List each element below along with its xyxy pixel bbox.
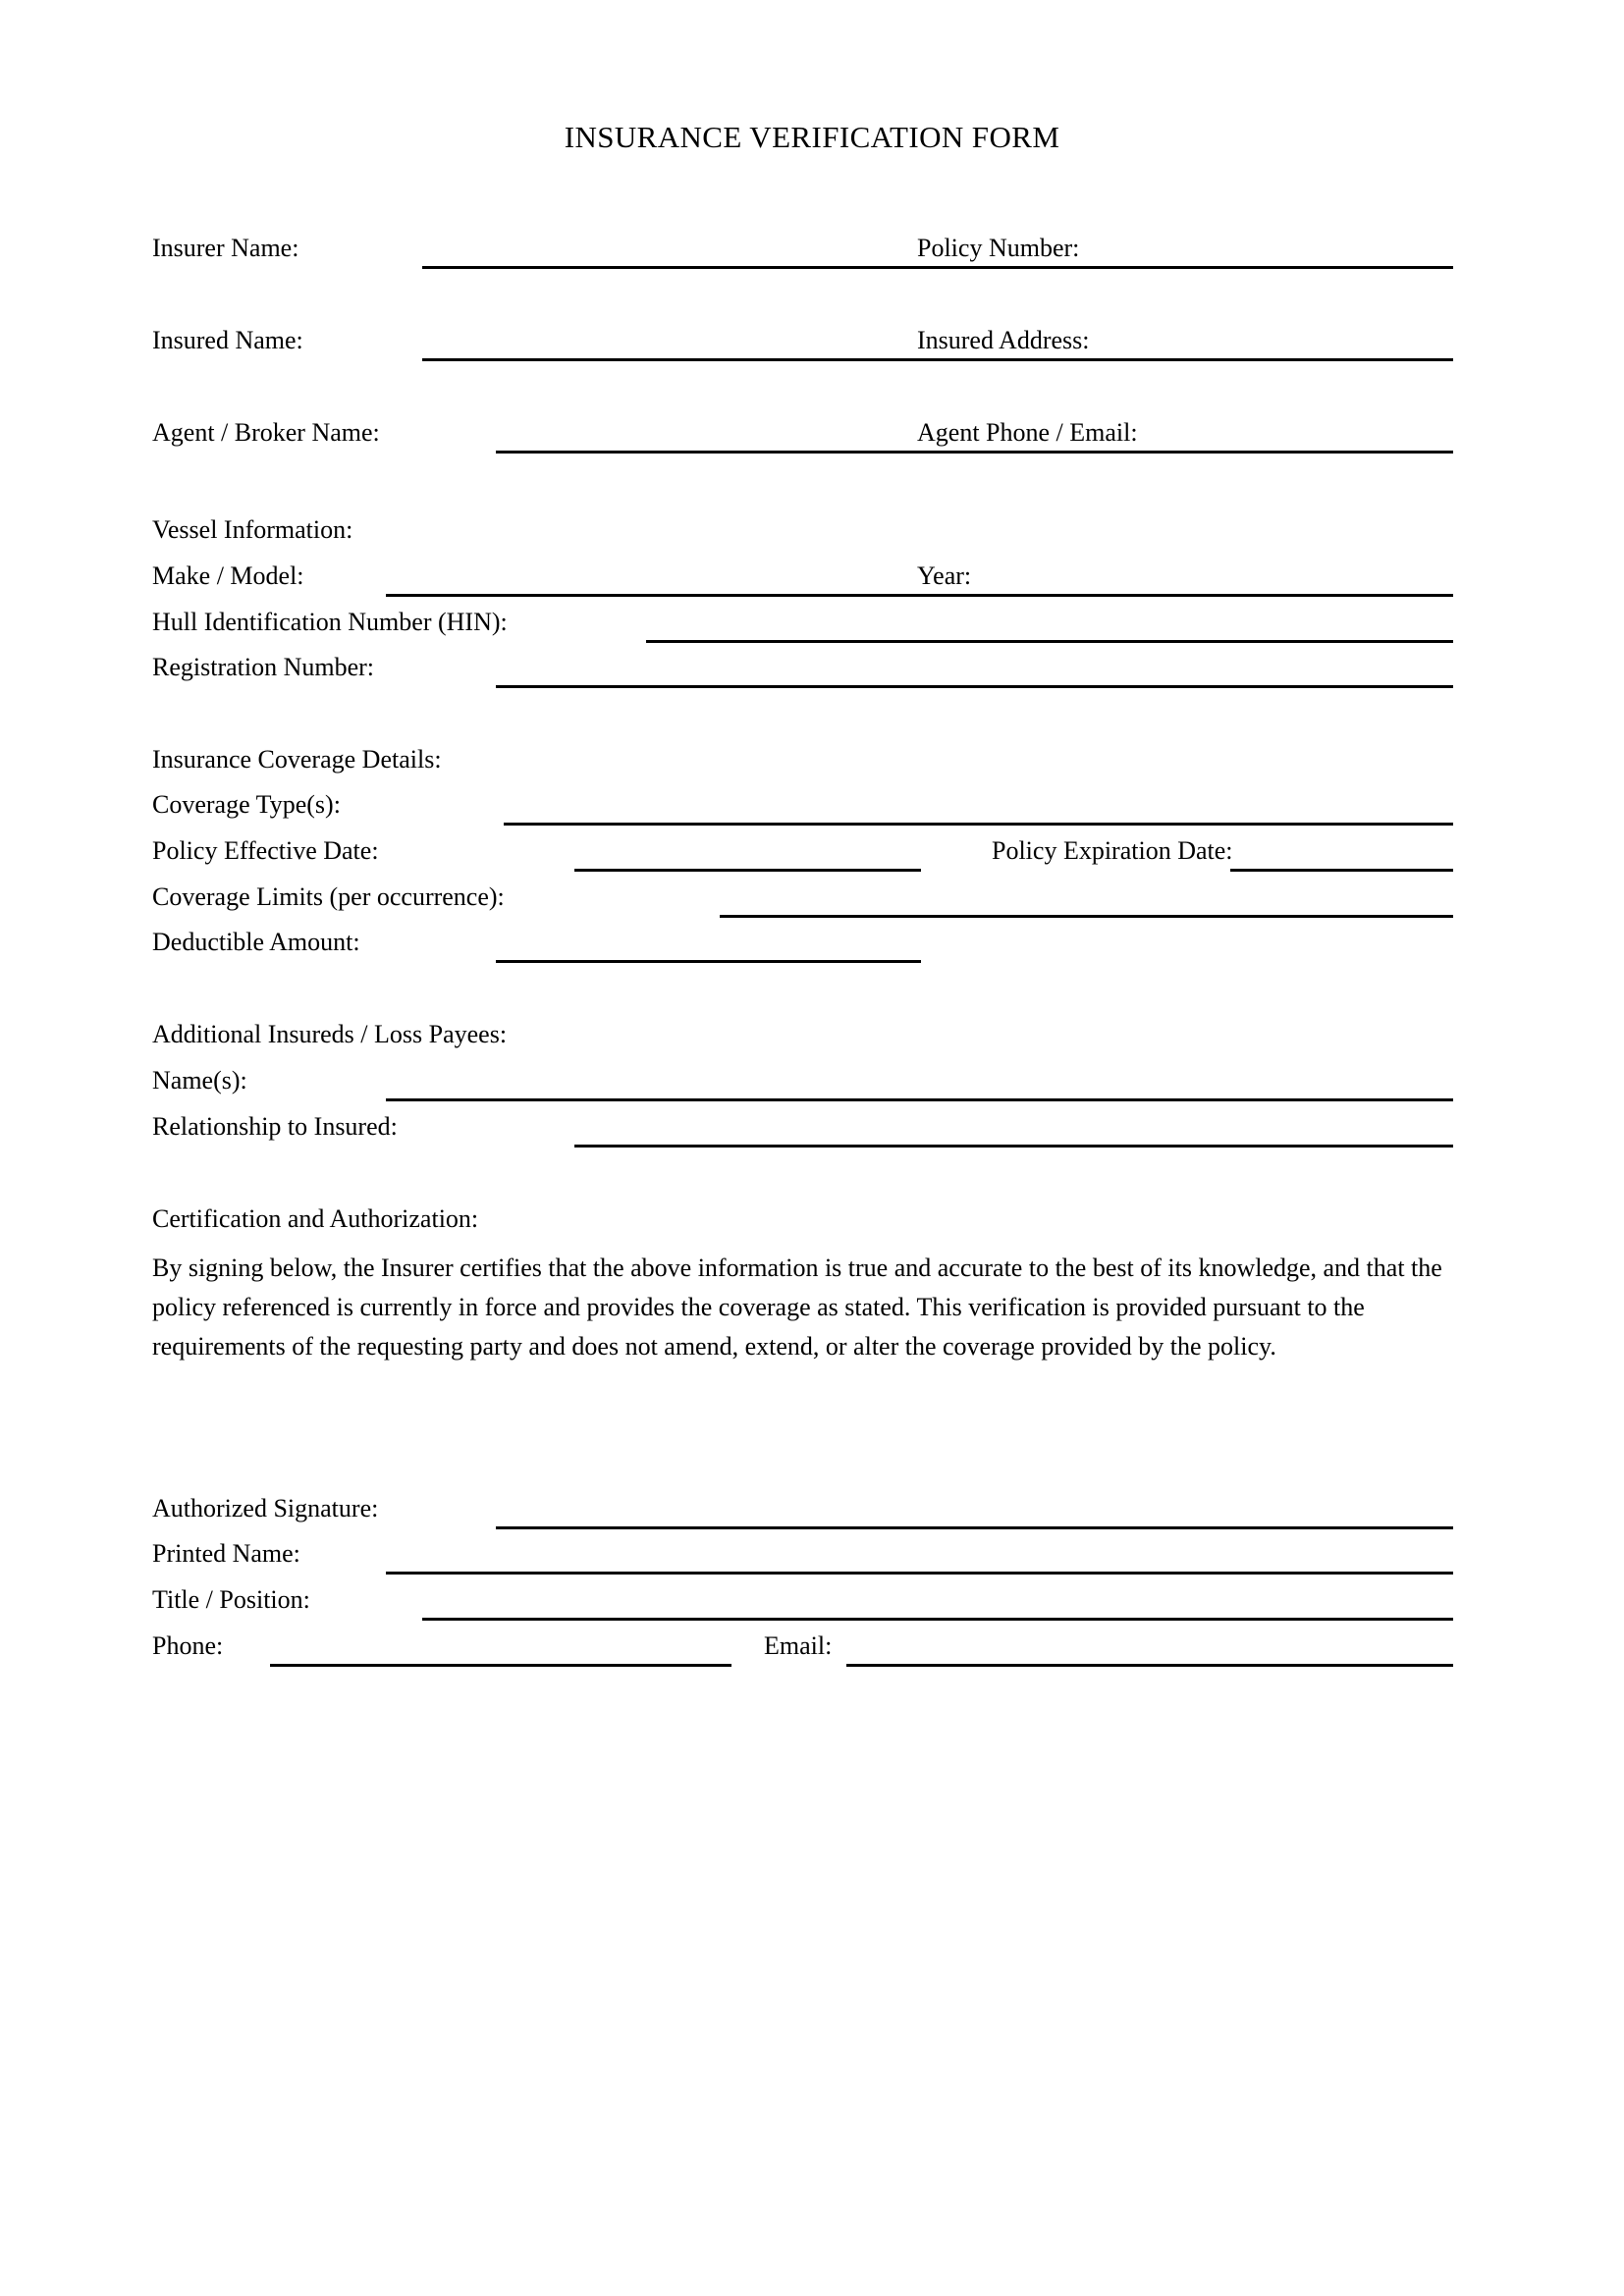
insurer-name-label: Insurer Name: <box>152 232 304 265</box>
title-position-label: Title / Position: <box>152 1583 316 1617</box>
coverage-details-heading-row <box>0 743 1624 786</box>
registration-number-input[interactable] <box>496 685 1453 688</box>
row-insured-name <box>0 324 1624 367</box>
row-hull-identification-number <box>0 606 1624 649</box>
policy-effective-date-label: Policy Effective Date: <box>152 834 385 868</box>
agent-phone-email-label: Agent Phone / Email: <box>911 416 1144 450</box>
row-phone-email <box>0 1629 1624 1673</box>
deductible-amount-input[interactable] <box>496 960 921 963</box>
coverage-details-heading: Insurance Coverage Details: <box>152 743 448 776</box>
insured-name-label: Insured Name: <box>152 324 309 357</box>
relationship-to-insured-input[interactable] <box>574 1145 1453 1148</box>
row-additional-insured-names <box>0 1064 1624 1107</box>
title-position-input[interactable] <box>422 1618 1453 1621</box>
insurer-name-input[interactable] <box>422 266 1453 269</box>
certification-heading: Certification and Authorization: <box>152 1202 484 1236</box>
additional-insured-names-label: Name(s): <box>152 1064 253 1097</box>
page-title: INSURANCE VERIFICATION FORM <box>564 120 1060 154</box>
registration-number-label: Registration Number: <box>152 651 380 684</box>
policy-expiration-date-label: Policy Expiration Date: <box>992 834 1239 868</box>
agent-broker-name-input[interactable] <box>496 451 1453 454</box>
coverage-limits-input[interactable] <box>720 915 1453 918</box>
additional-insureds-heading: Additional Insureds / Loss Payees: <box>152 1018 513 1051</box>
hull-identification-number-input[interactable] <box>646 640 1453 643</box>
policy-effective-date-input[interactable] <box>574 869 921 872</box>
additional-insured-names-input[interactable] <box>386 1098 1453 1101</box>
authorized-signature-label: Authorized Signature: <box>152 1492 384 1525</box>
row-coverage-limits <box>0 881 1624 924</box>
row-insurer-name <box>0 232 1624 275</box>
row-title-position <box>0 1583 1624 1627</box>
policy-expiration-date-input[interactable] <box>1230 869 1453 872</box>
coverage-types-label: Coverage Type(s): <box>152 788 347 822</box>
insured-name-input[interactable] <box>422 358 1453 361</box>
make-model-label: Make / Model: <box>152 560 310 593</box>
certification-body-text: By signing below, the Insurer certifies that the above information is true and accurate to the best of its knowledge, and that the policy referenced is currently in force and provides the coverage as stated. This verification is provided pursuant to the requirements of the requesting party and does not amend, extend, or alter the coverage provided by the policy. <box>152 1254 1442 1361</box>
printed-name-input[interactable] <box>386 1572 1453 1575</box>
row-policy-dates <box>0 834 1624 878</box>
row-agent-broker-name <box>0 416 1624 459</box>
email-label: Email: <box>764 1629 838 1663</box>
make-model-input[interactable] <box>386 594 1453 597</box>
year-label: Year: <box>911 560 977 593</box>
phone-label: Phone: <box>152 1629 229 1663</box>
row-deductible-amount <box>0 926 1624 969</box>
deductible-amount-label: Deductible Amount: <box>152 926 366 959</box>
row-make-model <box>0 560 1624 603</box>
vessel-information-heading: Vessel Information: <box>152 513 358 547</box>
row-printed-name <box>0 1537 1624 1580</box>
certification-heading-row <box>0 1202 1624 1246</box>
vessel-information-heading-row <box>0 513 1624 557</box>
coverage-types-input[interactable] <box>504 823 1453 826</box>
phone-input[interactable] <box>270 1664 731 1667</box>
additional-insureds-heading-row <box>0 1018 1624 1061</box>
email-input[interactable] <box>846 1664 1453 1667</box>
printed-name-label: Printed Name: <box>152 1537 306 1571</box>
coverage-limits-label: Coverage Limits (per occurrence): <box>152 881 511 914</box>
authorized-signature-input[interactable] <box>496 1526 1453 1529</box>
row-relationship-to-insured <box>0 1110 1624 1153</box>
hull-identification-number-label: Hull Identification Number (HIN): <box>152 606 514 639</box>
row-registration-number <box>0 651 1624 694</box>
row-authorized-signature <box>0 1492 1624 1535</box>
relationship-to-insured-label: Relationship to Insured: <box>152 1110 404 1144</box>
row-coverage-types <box>0 788 1624 831</box>
agent-broker-name-label: Agent / Broker Name: <box>152 416 386 450</box>
policy-number-label: Policy Number: <box>911 232 1085 265</box>
insured-address-label: Insured Address: <box>911 324 1095 357</box>
